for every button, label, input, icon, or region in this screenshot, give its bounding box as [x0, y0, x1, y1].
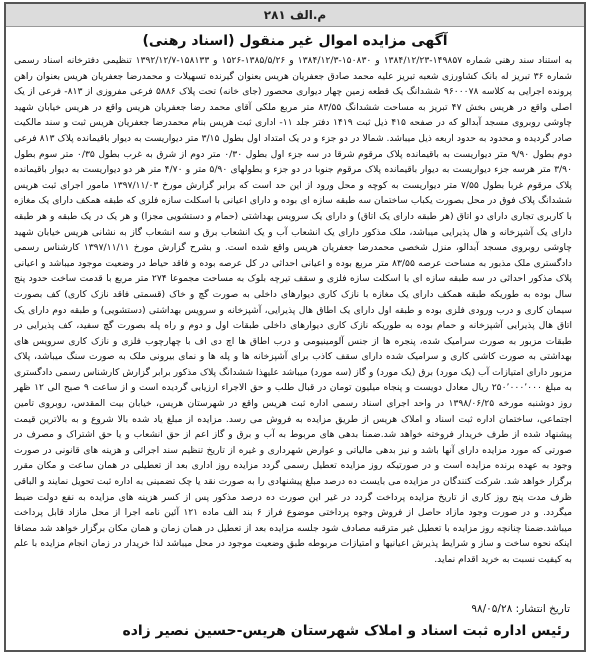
- notice-frame: [4, 2, 586, 652]
- notice-title: آگهی مزایده اموال غیر منقول (اسناد رهنی): [142, 33, 448, 49]
- publish-date: تاریخ انتشار: ۹۸/۰۵/۲۸: [471, 603, 570, 615]
- notice-body: به استناد سند رهنی شماره ۱۴۹۸۵۷-۱۳۸۴/۱۲/۲۳ و ۱۵۰۸۳۰-۱۳۸۴/۱۲/۳ و ۱۳۸۵/۵/۲۶-۱۵۲۶ و ۱۵۸۱۳۳-۱۳۹۲/۱۲/۷ تنظیمی دفترخانه اسناد رسمی شماره ۳۶ تبریز له بانک کشاورزی شعبه تبریز علیه محمد صادق جعفریان هریس بعنوان گیرنده تسهیلات و محمدرضا جعفریان هریس بعنوان راهن پرونده اجرایی به کلاسه ۹۶۰۰۰۷۸ ششدانگ یک قطعه زمین چهار دیواری محصور (جای خانه) تحت پلاک ۵۸۸۶ فرعی مفروزی از ۸۱۳- فرعی از یک اصلی واقع در هریس بخش ۴۷ تبریز به مساحت ششدانگ ۸۳/۵۵ متر مربع ملکی آقای محمد رضا جعفریان هریس واقع در هریس خیابان شهید چاوشی روبروی مسجد آبدالو که در صفحه ۴۱۵ ذیل ثبت ۱۴۱۹ دفتر جلد ۱۱- اداری ثبت هریس بنام محمدرضا جعفریان هریس ثبت و سند مالکیت صادر گردیده و محدود به حدود اربعه ذیل میباشد. شمالا در دو جزء و در یک امتداد اول بطول ۳/۱۵ متر دیواریست به دیوار باقیمانده پلاک ۸۱۳ فرعی دوم بطول ۹/۹۰ متر دیواریست به باقیمانده پلاک مرقوم شرقا در سه جزء اول بطول ۰/۳۰ متر دوم از شرق به غرب بطول ۰/۳۵ متر سوم بطول ۳/۹۰ متر هرسه جزء دیواریست به دیوار باقیمانده پلاک مرقوم جنوبا در دو جزء و بطولهای ۵/۹۰ متر و ۴/۷۰ متر هر دو دیواریست به دیوار باقیمانده پلاک مرقوم غربا بطول ۷/۵۵ متر دیواریست به کوچه و محل ورود از این حد است که برابر گزارش مورخ ۱۳۹۷/۱۱/۰۳ مامور اجرای ثبت هریس ششدانگ پلاک فوق در محل بصورت یکباب ساختمان سه طبقه سازه ای بوده و دارای اعیانی با اسکلت سازه فلزی که طبقه همکف دارای یک مغازه با کاربری تجاری دارای دو اتاق (هر طبقه دارای یک اتاق) و دارای یک سرویس بهداشتی (حمام و دستشویی مجزا) و هر یک در یک طبقه و هر طبقه دارای یک آشپزخانه و هال پذیرایی میباشد، ملک مذکور دارای یک انشعاب آب و یک انشعاب برق و سه انشعاب گاز به نشانی هریس خیابان شهید چاوشی روبروی مسجد آبدالو، منزل شخصی محمدرضا جعفریان هریس واقع شده است. و بشرح گزارش مورخ ۱۳۹۷/۱۱/۱۱ کارشناس رسمی دادگستری ملک مذبور به مساحت عرصه ۸۳/۵۵ متر مربع بوده و اعیانی احداثی در کل عرصه بوده و فاقد حیاط در وضعیت موجود میباشد و اعیانی پلاک مذکور احداثی در سه طبقه سازه ای با اسکلت سازه فلزی و سقف تیرچه بلوک به مساحت مجموعا ۲۷۴ متر مربع با قدمت ساخت حدود پنج سال بوده به طوریکه طبقه همکف دارای یک مغازه با نازک کاری دیوارهای داخلی به صورت گچ و خاک (قسمتی فاقد نازک کاری) کف بصورت سیمان کاری و درب ورودی فلزی بوده و طبقه اول دارای یک اطاق هال پذیرایی، آشپزخانه و سرویس بهداشتی (دستشویی) و طبقه دوم دارای یک اتاق هال پذیرایی آشپزخانه و حمام بوده به طوریکه نازک کاری دیوارهای داخلی طبقات اول و دوم و راه پله بصورت گچ سفید، کف پذیرایی در طبقات مزبور به صورت سرامیک شده، پنجره ها از جنس آلومینیومی و درب اطاق ها اچ دی اف با چهارچوب فلزی و نازک کاری سرویس های بهداشتی به صورت کاشی کاری و سرامیک شده دارای سقف کاذب برای آشپزخانه ها و پله ها و نمای بیرونی ملک به صورت سنگ میباشد، پلاک مزبور دارای امتیازات آب (یک مورد) برق (یک مورد) و گاز (سه مورد) میباشد علیهذا ششدانگ پلاک مذکور برابر گزارش کارشناس رسمی دادگستری به مبلغ ۲۵۰٬۰۰۰٬۰۰۰ ریال معادل دویست و پنجاه میلیون تومان در قبال طلب و حق الاجراء ارزیابی گردیده است و از ساعت ۹ صبح الی ۱۲ ظهر روز دوشنبه مورخه ۱۳۹۸/۰۶/۲۵ در واحد اجرای اسناد رسمی اداره ثبت هریس واقع در شهرستان هریس، خیابان بیت المقدس، روبروی تامین اجتماعی، ساختمان اداره ثبت اسناد و املاک هریس از طریق مزایده به فروش می رسد. مزایده از مبلغ یاد شده بالا شروع و به بالاترین قیمت پیشنهاد شده از طرف خریدار فروخته خواهد شد.ضمنا بدهی های مربوط به آب و برق و گاز اعم از حق انشعاب و یا حق اشتراک و مصرف در صورتی که مورد مزایده دارای آنها باشد و نیز بدهی مالیاتی و عوارض شهرداری و غیره از تاریخ تنظیم سند اجرائی و هزینه های قانونی در صورت وجود به عهده برنده مزایده است و در صورتیکه روز مزایده تعطیل رسمی گردد مزایده روز اداری بعد از تعطیلی در همان ساعت و مکان مقرر برگزار خواهد شد. شرکت کنندگان در مزایده می بایست ده درصد مبلغ پیشنهادی را به صورت نقد یا چک تضمینی به اداره ثبت تحویل نمایند و الباقی ظرف مدت پنج روز کاری از تاریخ مزایده پرداخت گردد در غیر این صورت ده درصد مذکور پس از کسر هزینه های مزایده به نفع دولت ضبط میگردد. و در صورت وجود مازاد حاصل از فروش وجوه پرداختی موضوع فراز ۶ بند الف ماده ۱۲۱ آئین نامه اجرا از محل مازاد قابل پرداخت میباشد.ضمنا چنانچه روز مزایده با تعطیل غیر مترقبه مصادف شود جلسه مزایده بعد از تعطیل در همان زمان و همان مکان برگزار خواهد شد مضافا اینکه نحوه ساخت و ساز و شرایط پذیرش اعیانیها و امتیازات مربوطه طبق وضعیت موجود در محل میباشد لذا خریدار در زمان انجام مزایده با علم به کیفیت نسبت به خرید اقدام نماید.: [14, 55, 573, 565]
- signature: رئیس اداره ثبت اسناد و املاک شهرستان هریس-حسین نصیر زاده: [122, 623, 570, 639]
- notice-code: م.الف ۲۸۱: [263, 8, 327, 22]
- header-bar: [6, 4, 584, 27]
